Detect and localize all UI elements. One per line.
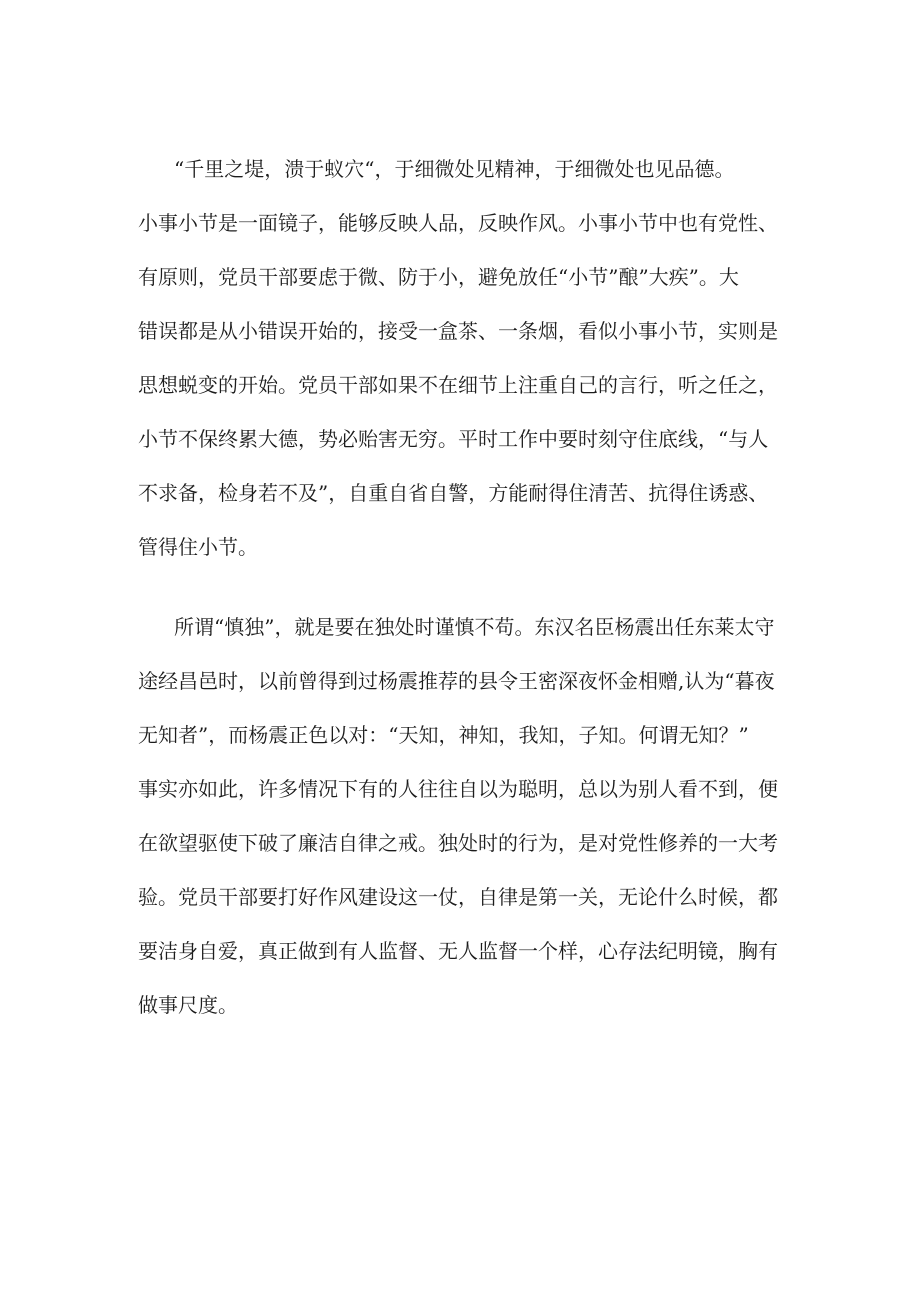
- paragraph-1: [138, 142, 788, 574]
- text-line: 错误都是从小错误开始的，接受一盒茶、一条烟，看似小事小节，实则是: [138, 319, 778, 343]
- text-line: 管得住小节。: [138, 535, 258, 559]
- paragraph-2: [138, 600, 788, 1032]
- text-line: 验。党员干部要打好作风建设这一仗，自律是第一关，无论什么时候，都: [138, 885, 778, 909]
- text-line: 做事尺度。: [138, 993, 238, 1017]
- text-line: 小节不保终累大德，势必贻害无穷。平时工作中要时刻守住底线，“与人: [138, 427, 769, 451]
- text-line: 所谓“慎独”，就是要在独处时谨慎不苟。东汉名臣杨震出任东莱太守: [174, 615, 775, 639]
- text-line: 有原则，党员干部要虑于微、防于小，避免放任“小节”酿”大疾”。大: [138, 265, 739, 289]
- text-line: 在欲望驱使下破了廉洁自律之戒。独处时的行为，是对党性修养的一大考: [138, 831, 778, 855]
- text-line: “千里之堤，溃于蚁穴“，于细微处见精神，于细微处也见品德。: [174, 157, 735, 181]
- text-line: 思想蜕变的开始。党员干部如果不在细节上注重自己的言行，听之任之，: [138, 373, 778, 397]
- text-line: 途经昌邑时，以前曾得到过杨震推荐的县令王密深夜怀金相赠,认为“暮夜: [138, 669, 775, 693]
- text-line: 不求备，检身若不及”，自重自省自警，方能耐得住清苦、抗得住诱惑、: [138, 481, 769, 505]
- text-line: 要洁身自爱，真正做到有人监督、无人监督一个样，心存法纪明镜，胸有: [138, 939, 778, 963]
- text-line: 事实亦如此，许多情况下有的人往往自以为聪明，总以为别人看不到，便: [138, 777, 778, 801]
- text-line: 小事小节是一面镜子，能够反映人品，反映作风。小事小节中也有党性、: [138, 211, 778, 235]
- text-line: 无知者”，而杨震正色以对：“天知，神知，我知，子知。何谓无知？”: [138, 723, 749, 747]
